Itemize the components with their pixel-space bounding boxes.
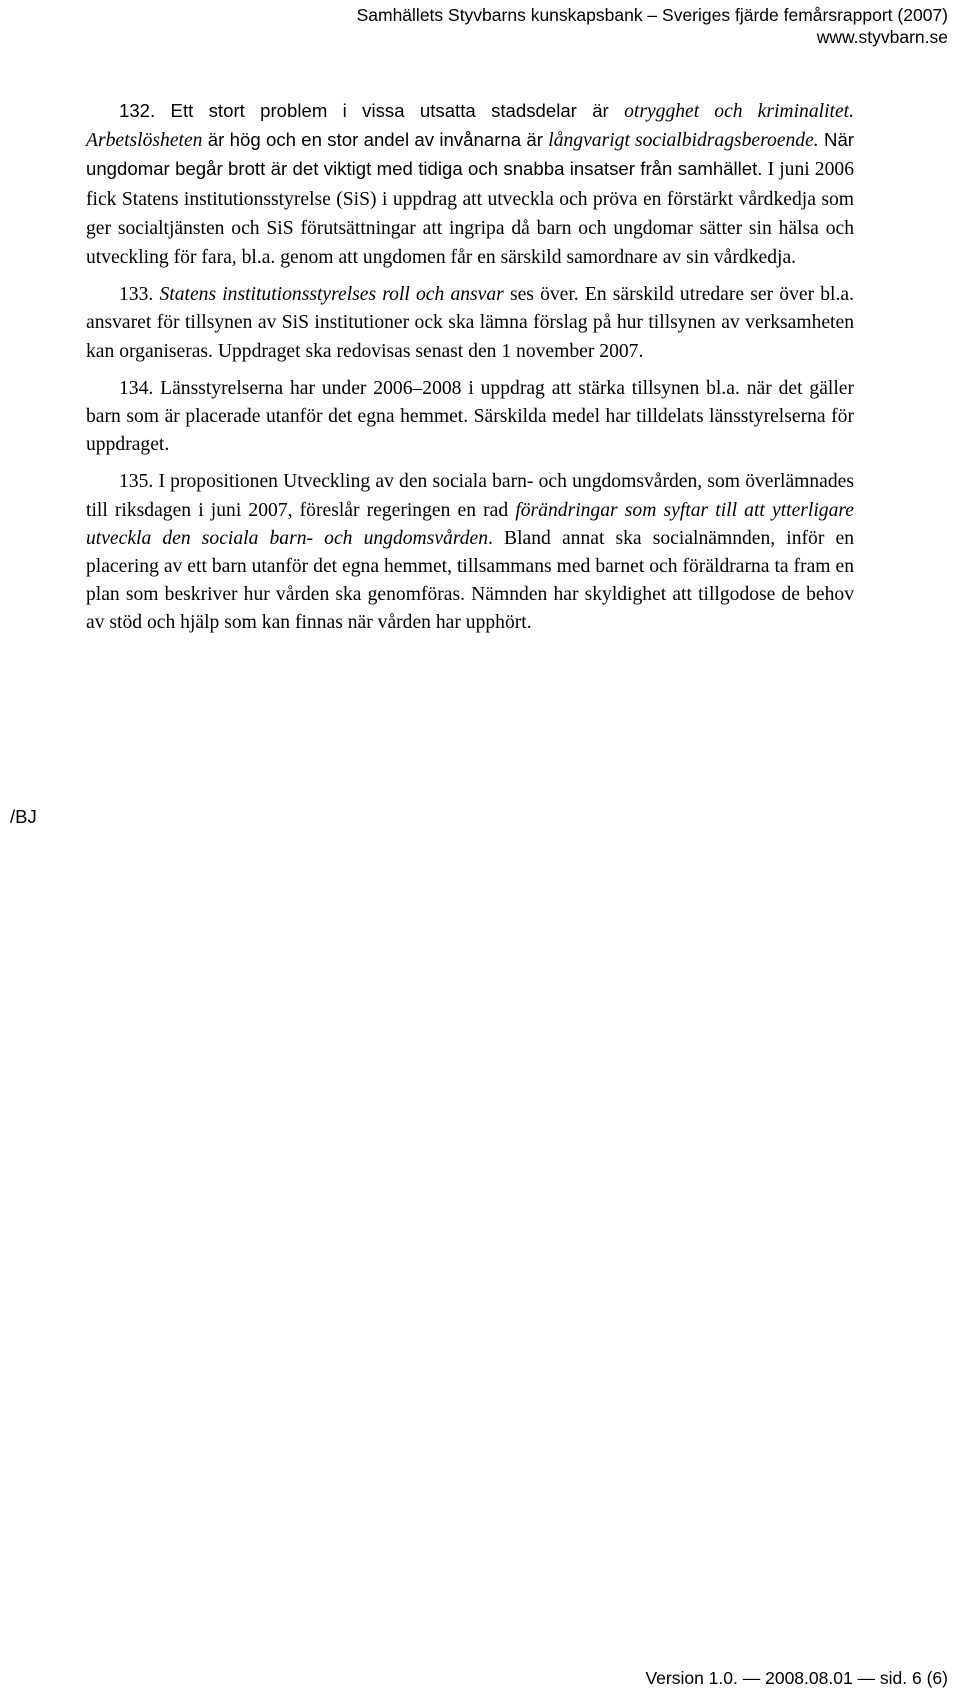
p133-text-c: ses över. En särskild utredare ser över bl.a. ansvaret för tillsynen av SiS institutioner ock ska lämna förslag på hur tillsynen av verksamheten kan organiseras. Uppdraget ska redovisas senast den 1 november 2007. bbox=[86, 284, 854, 362]
page-header bbox=[357, 4, 948, 48]
p132-emphasis-b: långvarigt socialbidragsberoende. bbox=[548, 130, 819, 152]
paragraph-134 bbox=[86, 375, 854, 460]
p133-text-a: 133. bbox=[119, 284, 160, 306]
p132-emphasis-a: otrygghet och kriminalitet. Arbetslösheten bbox=[86, 101, 854, 152]
p135-text-c: . Bland annat ska socialnämnden, inför en placering av ett barn utanför det egna hemmet, tillsammans med barnet och föräldrarna ta fram en plan som beskriver hur vården ska genomföras. Nämnden har skyldighet att tillgodose de behov av stöd och hjälp som kan finnas när vården har upphört. bbox=[86, 527, 854, 634]
p135-text-a: 135. I propositionen Utveckling av den sociala barn- och ungdomsvården, som överlämnades till riksdagen i juni 2007, föreslår regeringen en rad bbox=[86, 471, 854, 521]
p132-text-a: 132. Ett stort problem i vissa utsatta stadsdelar är bbox=[119, 100, 625, 121]
p135-emphasis: förändringar som syftar till att ytterligare utveckla den sociala barn- och ungdomsvården bbox=[86, 499, 854, 549]
paragraph-135 bbox=[86, 468, 854, 637]
header-title: Samhällets Styvbarns kunskapsbank – Sveriges fjärde femårsrapport (2007) bbox=[356, 5, 948, 25]
p132-text-c: är hög och en stor andel av invånarna är bbox=[202, 129, 549, 151]
author-signoff: /BJ bbox=[10, 806, 37, 827]
paragraph-132 bbox=[86, 97, 854, 272]
page-footer: Version 1.0. — 2008.08.01 — sid. 6 (6) bbox=[645, 1668, 948, 1688]
p132-text-f: I juni 2006 fick Statens institutionsstyrelse (SiS) i uppdrag att utveckla och pröva en förstärkt vårdkedja som ger socialtjänsten och SiS förutsättningar att ingripa då barn och ungdomar sätter sin hälsa och utveckling för fara, bl.a. genom att ungdomen får en särskild samordnare av sin vårdkedja. bbox=[86, 159, 854, 269]
document-body bbox=[86, 97, 854, 647]
header-url: www.styvbarn.se bbox=[816, 27, 948, 47]
paragraph-133 bbox=[86, 281, 854, 366]
p134-text: 134. Länsstyrelserna har under 2006–2008 i uppdrag att stärka tillsynen bl.a. när det gäller barn som är placerade utanför det egna hemmet. Särskilda medel har tilldelats länsstyrelserna för uppdraget. bbox=[86, 377, 854, 456]
p132-text-e: När ungdomar begår brott är det viktigt med tidiga och snabba insatser från samhället. bbox=[86, 129, 854, 180]
p133-emphasis: Statens institutionsstyrelses roll och ansvar bbox=[159, 284, 504, 306]
